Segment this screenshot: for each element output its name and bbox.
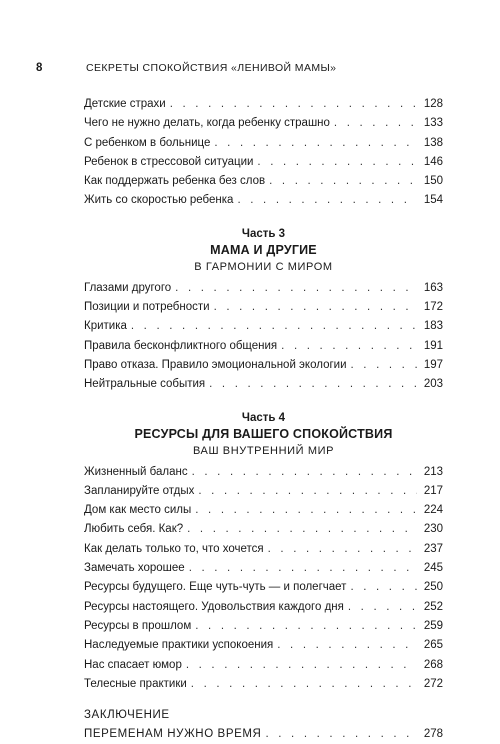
toc-entry-page: 191 [423,339,443,352]
dot-leader [214,134,417,153]
dot-leader [187,520,417,539]
toc-entry[interactable] [84,636,443,655]
toc-entry-title: Позиции и потребности [84,301,210,314]
toc-entry-title: Как делать только то, что хочется [84,542,264,555]
dot-leader [195,501,417,520]
toc-entry-title: Запланируйте отдых [84,484,195,497]
toc-entry-page: 172 [423,301,443,314]
toc-entry-title: Ресурсы настоящего. Удовольствия каждого дня [84,600,344,613]
dot-leader [350,578,417,597]
toc-entry[interactable] [84,675,443,694]
toc-entry-title: Чего не нужно делать, когда ребенку страшно [84,117,330,130]
toc-entry[interactable] [84,337,443,356]
dot-leader [348,598,417,617]
toc-entry-page: 213 [423,465,443,478]
part-3-entries [84,279,443,395]
toc-entry[interactable] [84,482,443,501]
part-3-heading [84,227,443,275]
toc-entry-page: 197 [423,358,443,371]
toc-entry-title: Жить со скоростью ребенка [84,194,234,207]
toc-entry[interactable] [84,317,443,336]
dot-leader [192,463,417,482]
toc-entry-title: Телесные практики [84,677,187,690]
toc-entry[interactable] [84,463,443,482]
dot-leader [186,656,417,675]
part-number: Часть 3 [241,227,286,240]
toc-entry[interactable] [84,153,443,172]
dot-leader [131,317,417,336]
toc-entry[interactable] [84,279,443,298]
toc-entry-title: Ресурсы в прошлом [84,619,192,632]
toc-entry-page: 203 [423,378,443,391]
dot-leader [268,540,417,559]
toc-entry-title: Любить себя. Как? [84,523,184,536]
toc-entry-title: Замечать хорошее [84,562,185,575]
toc-entry-page: 230 [423,523,443,536]
toc-entry-title: С ребенком в больнице [84,136,211,149]
toc-top-section [84,95,443,211]
toc-entry[interactable] [84,559,443,578]
dot-leader [351,356,417,375]
dot-leader [214,298,417,317]
toc-entry-title: Как поддержать ребенка без слов [84,175,266,188]
toc-entry-page: 268 [423,658,443,671]
toc-entry-title: ПЕРЕМЕНАМ НУЖНО ВРЕМЯ [84,728,262,741]
running-title: СЕКРЕТЫ СПОКОЙСТВИЯ «ЛЕНИВОЙ МАМЫ» [86,62,337,74]
toc-entry-page: 163 [423,281,443,294]
toc-entry-title: Жизненный баланс [84,465,188,478]
toc-entry-title: Критика [84,320,127,333]
toc-entry-page: 265 [423,639,443,652]
toc-entry[interactable] [84,375,443,394]
dot-leader [257,153,417,172]
toc-entry-page: 217 [423,484,443,497]
toc-entry-title: Правила бесконфликтного общения [84,339,278,352]
part-4-entries [84,463,443,695]
conclusion-section [84,706,443,744]
dot-leader [281,337,417,356]
toc-entry-page: 154 [423,194,443,207]
toc-entry[interactable] [84,501,443,520]
toc-entry-title: Наследуемые практики успокоения [84,639,274,652]
toc-entry-title: Детские страхи [84,98,166,110]
toc-entry-page: 252 [423,600,443,613]
part-number: Часть 4 [241,411,286,424]
toc-entry-page: 183 [423,320,443,333]
toc-entry-title: Нас спасает юмор [84,658,182,671]
part-title: МАМА И ДРУГИЕ [210,242,317,257]
dot-leader [189,559,417,578]
toc-entry[interactable] [84,95,443,114]
dot-leader [209,375,417,394]
toc-entry-title: Дом как место силы [84,504,192,517]
dot-leader [198,482,417,501]
dot-leader [175,279,417,298]
toc-entry-page: 237 [423,542,443,555]
dot-leader [195,617,417,636]
toc-entry-page: 138 [423,136,443,149]
toc-entry-page: 128 [423,98,443,110]
toc-entry-page: 245 [423,562,443,575]
toc-entry-title: Глазами другого [84,281,172,294]
toc-entry-page: 250 [423,581,443,594]
part-subtitle: ВАШ ВНУТРЕННИЙ МИР [192,444,335,457]
dot-leader [277,636,417,655]
dot-leader [269,172,417,191]
part-4-heading [84,411,443,459]
part-subtitle: В ГАРМОНИИ С МИРОМ [194,260,333,273]
toc-entry-page: 150 [423,175,443,188]
toc-entry[interactable] [84,578,443,597]
toc-entry[interactable] [84,172,443,191]
toc-entry[interactable] [84,114,443,133]
toc-entry[interactable] [84,598,443,617]
toc-entry[interactable] [84,617,443,636]
toc-entry-page: 133 [423,117,443,130]
page-number: 8 [36,62,43,74]
dot-leader [170,95,417,114]
running-header [36,62,460,74]
toc-entry[interactable] [84,656,443,675]
toc-entry-page: 146 [423,155,443,168]
toc-entry-page: 259 [423,619,443,632]
dot-leader [191,675,417,694]
toc-entry-page: 278 [423,728,443,741]
dot-leader [237,191,417,210]
toc-entry-title: Ресурсы будущего. Еще чуть-чуть — и полегчает [84,581,347,594]
toc-entry-page: 224 [423,504,443,517]
toc-entry-title: Право отказа. Правило эмоциональной экологии [84,358,347,371]
toc-entry[interactable] [84,298,443,317]
toc-entry[interactable] [84,191,443,210]
conclusion-label: ЗАКЛЮЧЕНИЕ [84,709,170,722]
dot-leader [334,114,417,133]
toc-entry[interactable] [84,356,443,375]
toc-entry-title: Ребенок в стрессовой ситуации [84,155,254,168]
toc-entry[interactable] [84,520,443,539]
toc-entry-title: Нейтральные события [84,378,206,391]
toc-entry[interactable] [84,540,443,559]
table-of-contents [84,95,443,744]
toc-entry-page: 272 [423,677,443,690]
part-title: РЕСУРСЫ ДЛЯ ВАШЕГО СПОКОЙСТВИЯ [134,426,393,441]
toc-entry[interactable] [84,134,443,153]
